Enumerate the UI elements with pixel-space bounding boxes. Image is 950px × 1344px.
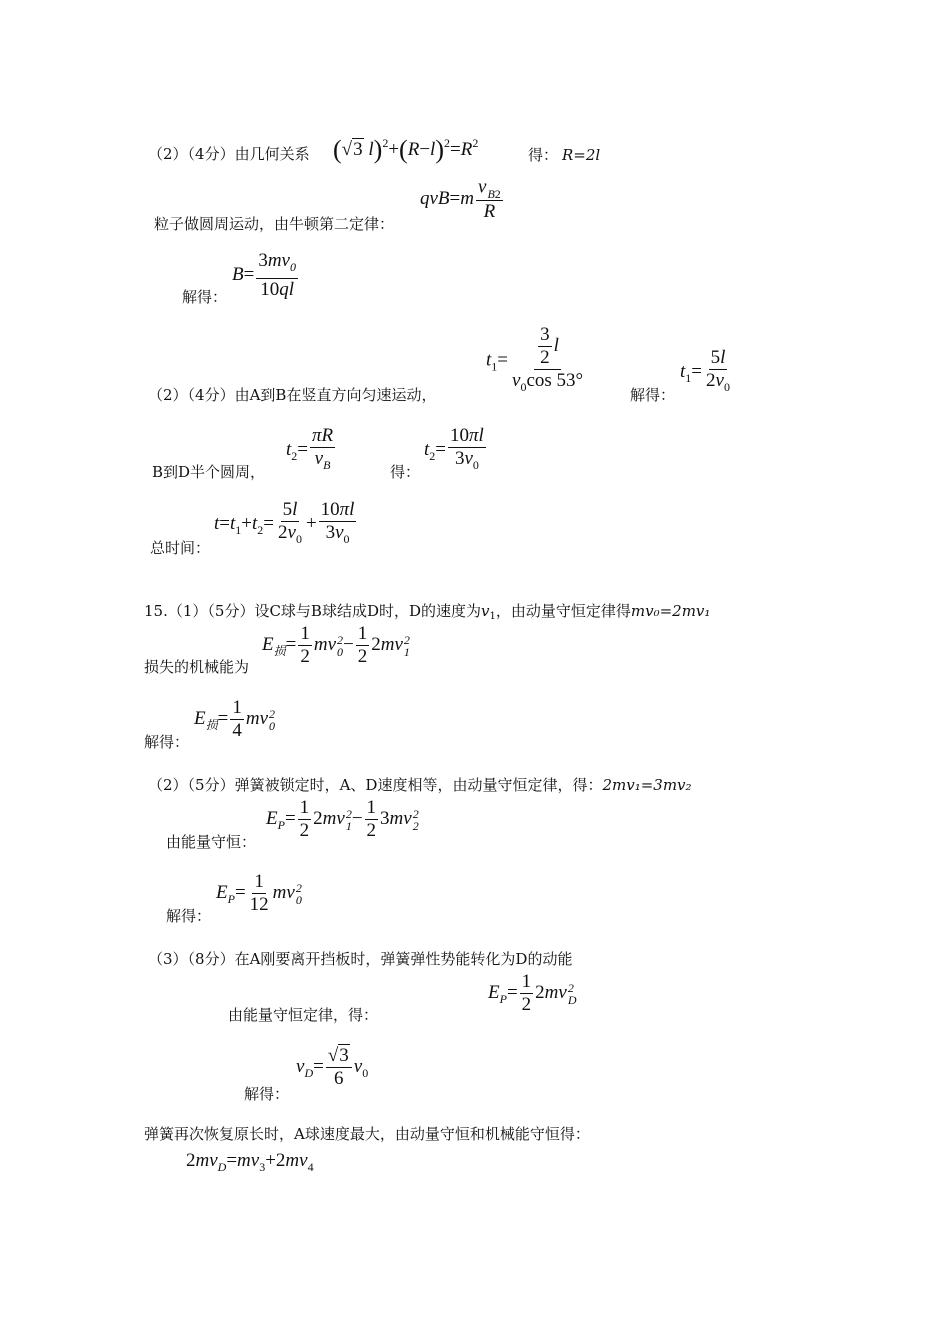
problem15-1-tail: ，由动量守恒定律得	[495, 602, 631, 620]
solve-b-label: 解得：	[182, 288, 228, 306]
solve-ep-label: 解得：	[166, 907, 212, 925]
total-time-label: 总时间：	[150, 539, 211, 557]
ep-result: $E_P=$ $\frac{1}{12}$ mv 2 0	[216, 871, 302, 915]
problem15-1-label	[144, 602, 710, 626]
t2-result: $t_2=$ $\frac{10\pi l}{3v_0}$	[424, 425, 484, 472]
final-momentum-equation: $2mv_D=mv_3+2mv_4$	[186, 1150, 314, 1174]
problem15-1-text: 15.（1）（5分）设C球与B球结成D时，D的速度为	[144, 602, 481, 620]
t2-equation: $t_2=$ $\frac{\pi R}{v_B}$	[286, 425, 334, 472]
solve-t1-label: 解得：	[630, 386, 676, 404]
problem15-2-label	[148, 776, 692, 794]
final-label: 弹簧再次恢复原长时，A球速度最大，由动量守恒和机械能守恒得：	[144, 1125, 590, 1143]
result-label: 得：	[528, 146, 559, 164]
problem15-2-text: （2）（5分）弹簧被锁定时，A、D速度相等，由动量守恒定律，得：	[148, 776, 603, 794]
result-value: R=2l	[562, 146, 601, 164]
loss-equation: $E_损=$ $\frac{1}{2}$ mv 2 0 − $\frac{1}{2}$ 2mv 2 1	[262, 623, 410, 667]
loss-result: $E_损=$ $\frac{1}{4}$ mv 2 0	[194, 697, 275, 741]
problem14-2b-label: （2）（4分）由A到B在竖直方向匀速运动，	[148, 386, 437, 404]
solve-loss-label: 解得：	[144, 733, 190, 751]
solve-vd-label: 解得：	[244, 1085, 290, 1103]
v1-subscript: 1	[489, 611, 496, 622]
momentum-eq-2: 2mv₁=3mv₂	[602, 776, 692, 794]
got-label: 得：	[390, 463, 421, 481]
energy-cons-law-label: 由能量守恒定律，得：	[228, 1006, 379, 1024]
newton-equation: qvB=m v B2 R	[420, 176, 501, 222]
total-time-equation: $t=t_1+t_2=$ $\frac{5l}{2v_0}$ + $\frac{10\pi l}{3v_0}$	[214, 499, 355, 546]
ep-equation: $E_P=$ $\frac{1}{2}$ 2mv 2 1 − $\frac{1}{2}$ 3mv 2 2	[266, 797, 419, 841]
loss-label: 损失的机械能为	[144, 658, 250, 676]
t1-equation: $t_1=$ $\frac{3}{2}$ l $v_0\cos$ 53°	[486, 324, 584, 394]
newton-label: 粒子做圆周运动，由牛顿第二定律：	[154, 215, 395, 233]
ep-vd-equation: $E_P=$ $\frac{1}{2}$ 2mv 2 D	[488, 971, 577, 1015]
energy-cons-label: 由能量守恒：	[166, 833, 257, 851]
vd-result: $v_D=$ $\frac{√3}{6}$ $v_0$	[296, 1045, 369, 1089]
v1-symbol: v	[481, 602, 490, 620]
t1-result: $t_1=$ $\frac{5l}{2v_0}$	[680, 347, 730, 394]
momentum-eq-1: mv₀=2mv₁	[630, 602, 711, 620]
b-equation: B= $\frac{3mv_0}{10ql}$	[232, 250, 296, 300]
semicircle-label: B到D半个圆周，	[152, 463, 266, 481]
problem14-2a-label: （2）（4分）由几何关系	[148, 145, 310, 163]
problem15-3-label: （3）（8分）在A刚要离开挡板时，弹簧弹性势能转化为D的动能	[148, 950, 573, 968]
geometry-equation: (√3 $l)^2+(R-l)^2=R^2$	[333, 135, 479, 164]
